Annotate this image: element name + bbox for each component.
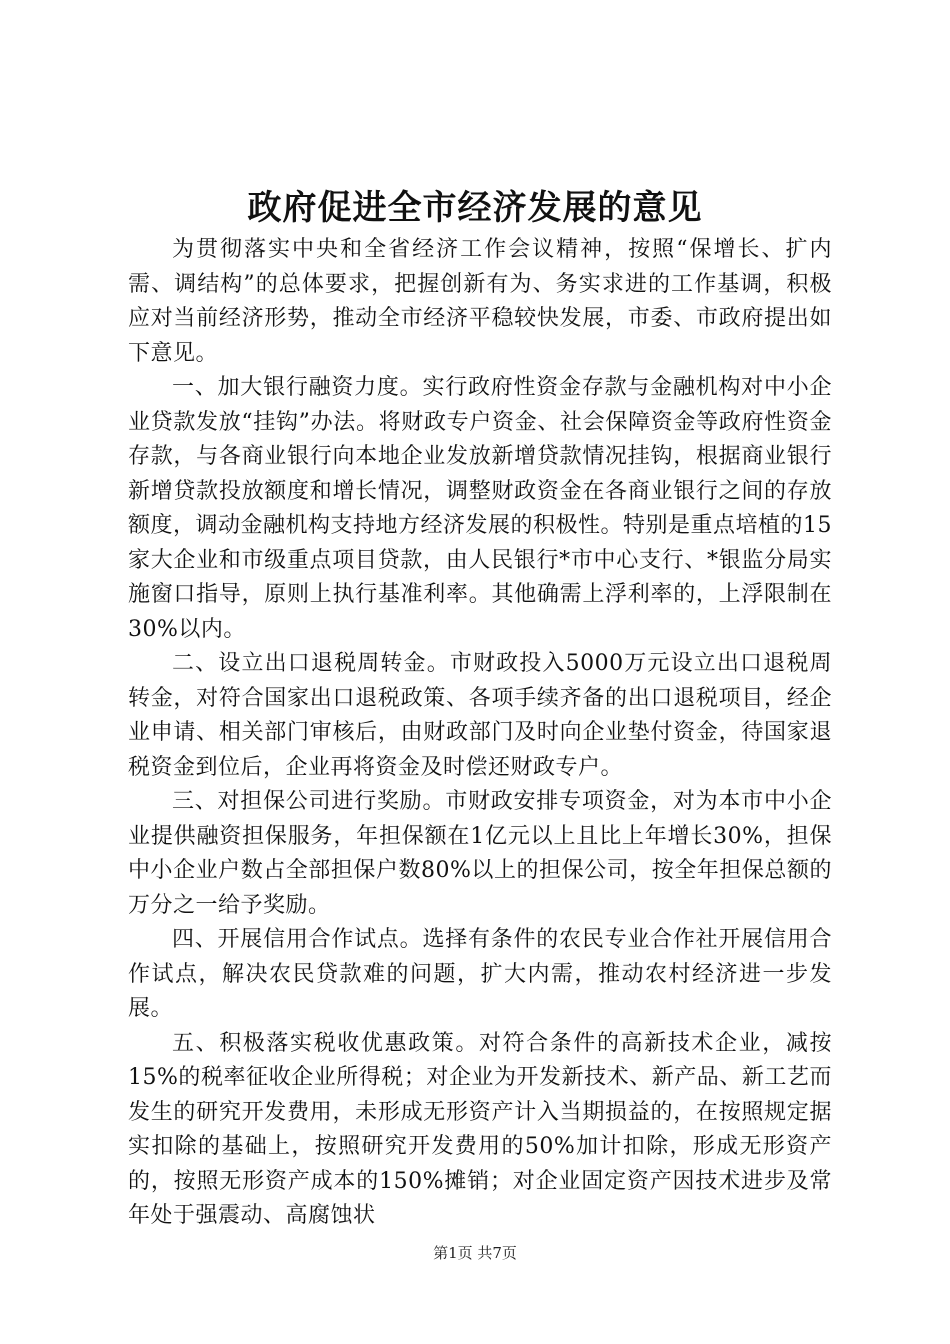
paragraph-item-2: 二、设立出口退税周转金。市财政投入5000万元设立出口退税周转金，对符合国家出口退税政策、各项手续齐备的出口退税项目，经企业申请、相关部门审核后，由财政部门及时向企业垫付资金，待国家退税资金到位后，企业再将资金及时偿还财政专户。 <box>128 651 832 780</box>
paragraph-item-4: 四、开展信用合作试点。选择有条件的农民专业合作社开展信用合作试点，解决农民贷款难的问题，扩大内需，推动农村经济进一步发展。 <box>128 927 832 1021</box>
paragraph-item-5: 五、积极落实税收优惠政策。对符合条件的高新技术企业，减按15%的税率征收企业所得税；对企业为开发新技术、新产品、新工艺而发生的研究开发费用，未形成无形资产计入当期损益的，在按照规定据实扣除的基础上，按照研究开发费用的50%加计扣除，形成无形资产的，按照无形资产成本的150%摊销；对企业固定资产因技术进步及常年处于强震动、高腐蚀状 <box>128 1030 832 1228</box>
paragraph-item-3: 三、对担保公司进行奖励。市财政安排专项资金，对为本市中小企业提供融资担保服务，年担保额在1亿元以上且比上年增长30%，担保中小企业户数占全部担保户数80%以上的担保公司，按全年担保总额的万分之一给予奖励。 <box>128 789 832 918</box>
page-number-footer: 第1页 共7页 <box>433 1244 517 1262</box>
document-title: 政府促进全市经济发展的意见 <box>247 188 703 228</box>
paragraph-intro: 为贯彻落实中央和全省经济工作会议精神，按照“保增长、扩内需、调结构”的总体要求，把握创新有为、务实求进的工作基调，积极应对当前经济形势，推动全市经济平稳较快发展，市委、市政府提出如下意见。 <box>128 237 832 366</box>
document-body <box>128 233 832 1234</box>
paragraph-item-1: 一、加大银行融资力度。实行政府性资金存款与金融机构对中小企业贷款发放“挂钩”办法。将财政专户资金、社会保障资金等政府性资金存款，与各商业银行向本地企业发放新增贷款情况挂钩，根据商业银行新增贷款投放额度和增长情况，调整财政资金在各商业银行之间的存放额度，调动金融机构支持地方经济发展的积极性。特别是重点培植的15家大企业和市级重点项目贷款，由人民银行*市中心支行、*银监分局实施窗口指导，原则上执行基准利率。其他确需上浮利率的，上浮限制在30%以内。 <box>128 375 832 642</box>
